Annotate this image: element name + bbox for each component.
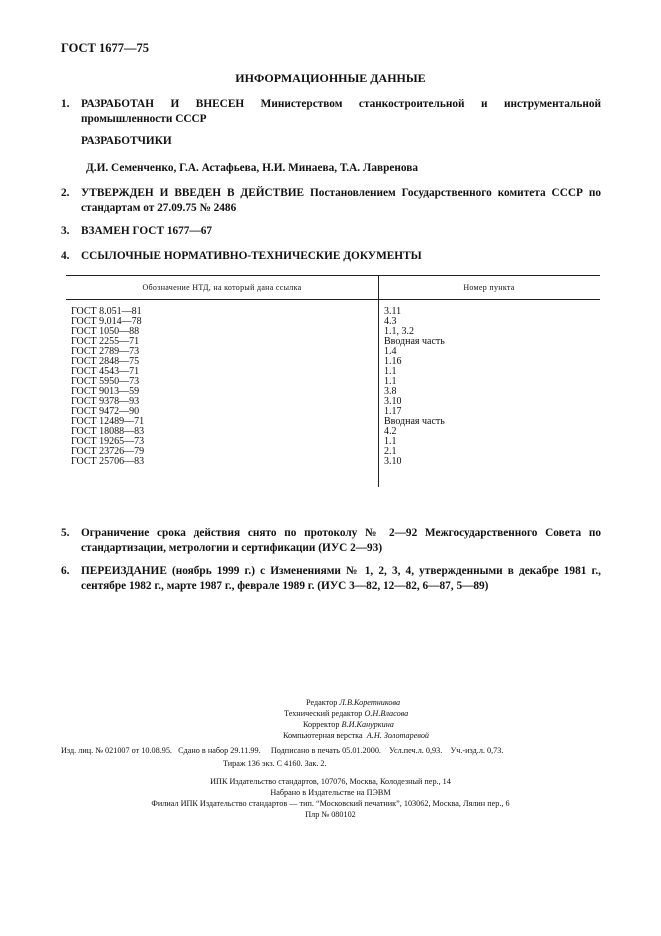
- table-cell-doc: ГОСТ 2255—71: [71, 336, 140, 347]
- publisher-line-2: Набрано в Издательстве на ПЭВМ: [270, 788, 391, 797]
- table-cell-point: 1.1: [384, 376, 397, 387]
- table-header-rule: [66, 299, 600, 300]
- section-number: 5.: [61, 527, 70, 539]
- table-cell-point: Вводная часть: [384, 336, 445, 347]
- table-cell-doc: ГОСТ 1050—88: [71, 326, 140, 337]
- section-1: [61, 97, 601, 127]
- table-cell-point: 4.3: [384, 316, 397, 327]
- section-text: Ограничение срока действия снято по протоколу № 2—92 Межгосударственного Совета по стандартизации, метрологии и сертификации (ИУС 2—93): [81, 527, 601, 554]
- section-3: [61, 224, 601, 239]
- table-cell-point: 3.10: [384, 396, 402, 407]
- table-cell-point: 1.1: [384, 436, 397, 447]
- publisher-line-1: ИПК Издательство стандартов, 107076, Москва, Колодезный пер., 14: [210, 777, 451, 786]
- table-column-point: [384, 307, 445, 467]
- table-cell-doc: ГОСТ 9378—93: [71, 396, 140, 407]
- publication-details: [61, 746, 601, 755]
- section-number: 6.: [61, 565, 70, 577]
- table-cell-point: 1.1: [384, 366, 397, 377]
- table-cell-point: 3.10: [384, 456, 402, 467]
- publisher-line-3: Филиал ИПК Издательство стандартов — тип. “Московский печатник”, 103062, Москва, Лялин пер., 6: [151, 799, 510, 808]
- table-cell-doc: ГОСТ 12489—71: [71, 416, 145, 427]
- table-cell-point: 3.8: [384, 386, 397, 397]
- section-5: [61, 526, 601, 556]
- credit-editor: Редактор Л.В.Коретникова: [306, 698, 401, 707]
- table-cell-doc: ГОСТ 25706—83: [71, 456, 145, 467]
- table-cell-point: Вводная часть: [384, 416, 445, 427]
- section-2: [61, 186, 601, 216]
- table-cell-point: 1.4: [384, 346, 397, 357]
- section-number: 3.: [61, 225, 70, 237]
- table-cell-doc: ГОСТ 2848—75: [71, 356, 140, 367]
- table-cell-doc: ГОСТ 4543—71: [71, 366, 140, 377]
- table-header-doc: Обозначение НТД, на который дана ссылка: [142, 283, 302, 292]
- table-cell-doc: ГОСТ 19265—73: [71, 436, 145, 447]
- credit-layout: Компьютерная верстка А.Н. Золотаревой: [283, 731, 430, 740]
- table-cell-point: 1.1, 3.2: [384, 326, 414, 337]
- table-cell-point: 4.2: [384, 426, 397, 437]
- section-text: ССЫЛОЧНЫЕ НОРМАТИВНО-ТЕХНИЧЕСКИЕ ДОКУМЕНТЫ: [81, 250, 422, 262]
- table-cell-doc: ГОСТ 8.051—81: [71, 306, 142, 317]
- document-code: ГОСТ 1677—75: [61, 41, 150, 55]
- pub-sheets: Уч.-изд.л. 0,73.: [450, 746, 504, 755]
- developers-names: Д.И. Семенченко, Г.А. Астафьева, Н.И. Минаева, Т.А. Лавренова: [86, 162, 418, 174]
- section-text: ВЗАМЕН ГОСТ 1677—67: [81, 225, 213, 237]
- conv-print-sheets: Усл.печ.л. 0,93.: [389, 746, 443, 755]
- signed-to-print: Подписано в печать 05.01.2000.: [270, 746, 381, 755]
- table-top-rule: [66, 275, 600, 276]
- table-column-doc: [71, 307, 144, 467]
- sent-to-set: Сдано в набор 29.11.99.: [178, 746, 261, 755]
- table-cell-doc: ГОСТ 18088—83: [71, 426, 145, 437]
- circulation: Тираж 136 экз. С 4160. Зак. 2.: [223, 759, 327, 768]
- table-cell-point: 2.1: [384, 446, 397, 457]
- section-6: [61, 564, 601, 594]
- table-cell-doc: ГОСТ 23726—79: [71, 446, 145, 457]
- credit-tech-editor: Технический редактор О.Н.Власова: [284, 709, 409, 718]
- section-number: 1.: [61, 98, 70, 110]
- section-text: РАЗРАБОТАН И ВНЕСЕН Министерством станкостроительной и инструментальной промышленности СССР: [81, 98, 601, 125]
- table-cell-point: 3.11: [384, 306, 402, 317]
- publisher-line-4: Плр № 080102: [305, 810, 356, 819]
- section-number: 4.: [61, 250, 70, 262]
- table-header-point: Номер пункта: [463, 283, 515, 292]
- page-title: ИНФОРМАЦИОННЫЕ ДАННЫЕ: [235, 71, 426, 85]
- table-cell-point: 1.16: [384, 356, 402, 367]
- section-text: ПЕРЕИЗДАНИЕ (ноябрь 1999 г.) с Изменениями № 1, 2, 3, 4, утвержденными в декабре 1981 г., сентябре 1982 г., марте 1987 г., феврале 1989 г. (ИУС 3—82, 12—82, 6—87, 5—89): [81, 565, 601, 592]
- section-number: 2.: [61, 187, 70, 199]
- credit-corrector: Корректор В.И.Кануркина: [303, 720, 394, 729]
- table-cell-doc: ГОСТ 5950—73: [71, 376, 140, 387]
- table-cell-doc: ГОСТ 9.014—78: [71, 316, 142, 327]
- developers-label: РАЗРАБОТЧИКИ: [81, 135, 172, 147]
- table-cell-doc: ГОСТ 9013—59: [71, 386, 140, 397]
- table-cell-doc: ГОСТ 9472—90: [71, 406, 140, 417]
- table-column-divider: [378, 275, 379, 487]
- table-cell-doc: ГОСТ 2789—73: [71, 346, 140, 357]
- section-text: УТВЕРЖДЕН И ВВЕДЕН В ДЕЙСТВИЕ Постановлением Государственного комитета СССР по стандартам от 27.09.75 № 2486: [81, 187, 601, 214]
- section-4: [61, 249, 601, 264]
- license: Изд. лиц. № 021007 от 10.08.95.: [61, 746, 172, 755]
- table-cell-point: 1.17: [384, 406, 402, 417]
